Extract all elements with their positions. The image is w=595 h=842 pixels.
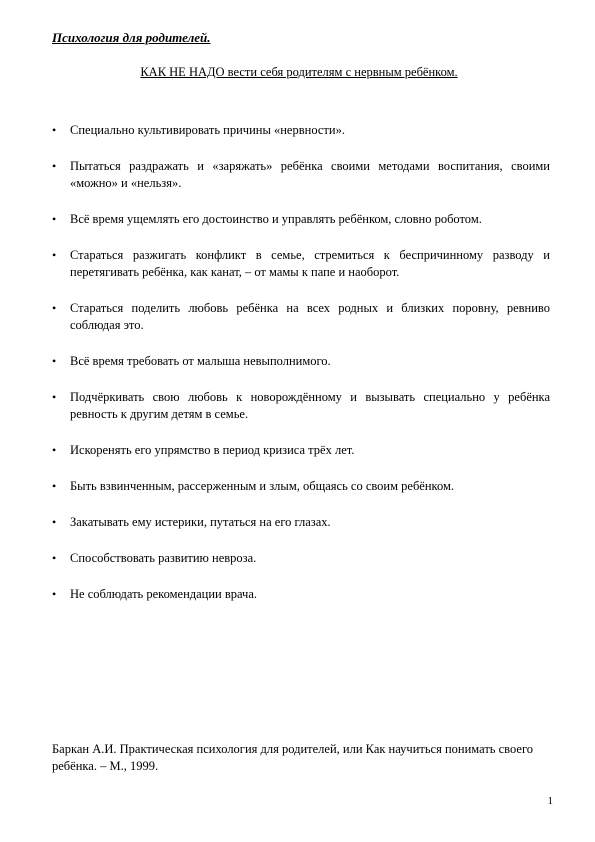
list-item-text: Пытаться раздражать и «заряжать» ребёнка своими методами воспитания, своими «можно» и «нельзя». [70, 159, 550, 190]
bullet-icon: • [52, 587, 57, 601]
list-item [52, 389, 550, 423]
bullet-icon: • [52, 123, 57, 137]
list-item-text: Стараться разжигать конфликт в семье, стремиться к беспричинному разводу и перетягивать ребёнка, как канат, – от мамы к папе и наоборот. [70, 248, 550, 279]
list-item-text: Стараться поделить любовь ребёнка на всех родных и близких поровну, ревниво соблюдая это. [70, 301, 550, 332]
bullet-icon: • [52, 301, 57, 315]
bullet-icon: • [52, 479, 57, 493]
list-item [52, 353, 550, 370]
list-item [52, 550, 550, 567]
bullet-icon: • [52, 551, 57, 565]
bullet-icon: • [52, 354, 57, 368]
page-number: 1 [547, 795, 553, 807]
list-item-text: Подчёркивать свою любовь к новорождённому и вызывать специально у ребёнка ревность к другим детям в семье. [70, 390, 550, 421]
list-item-text: Специально культивировать причины «нервности». [70, 123, 345, 137]
list-item [52, 514, 550, 531]
list-item-text: Способствовать развитию невроза. [70, 551, 257, 565]
bullet-icon: • [52, 248, 57, 262]
list-item-text: Быть взвинченным, рассерженным и злым, общаясь со своим ребёнком. [70, 479, 455, 493]
list-item-text: Всё время требовать от малыша невыполнимого. [70, 354, 331, 368]
list-item [52, 300, 550, 334]
list-item-text: Всё время ущемлять его достоинство и управлять ребёнком, словно роботом. [70, 212, 482, 226]
document-header: Психология для родителей. [52, 30, 211, 45]
list-item [52, 122, 550, 139]
document-title: КАК НЕ НАДО вести себя родителям с нервным ребёнком. [140, 65, 458, 79]
list-item [52, 247, 550, 281]
list-item [52, 586, 550, 603]
list-item-text: Закатывать ему истерики, путаться на его глазах. [70, 515, 331, 529]
list-item-text: Искоренять его упрямство в период кризиса трёх лет. [70, 443, 355, 457]
advice-list [52, 122, 550, 622]
list-item [52, 158, 550, 192]
bullet-icon: • [52, 212, 57, 226]
bullet-icon: • [52, 159, 57, 173]
bibliographic-reference: Баркан А.И. Практическая психология для родителей, или Как научиться понимать своего ребёнка. – М., 1999. [52, 742, 534, 773]
bullet-icon: • [52, 443, 57, 457]
list-item [52, 478, 550, 495]
list-item-text: Не соблюдать рекомендации врача. [70, 587, 258, 601]
list-item [52, 211, 550, 228]
bullet-icon: • [52, 515, 57, 529]
list-item [52, 442, 550, 459]
bullet-icon: • [52, 390, 57, 404]
